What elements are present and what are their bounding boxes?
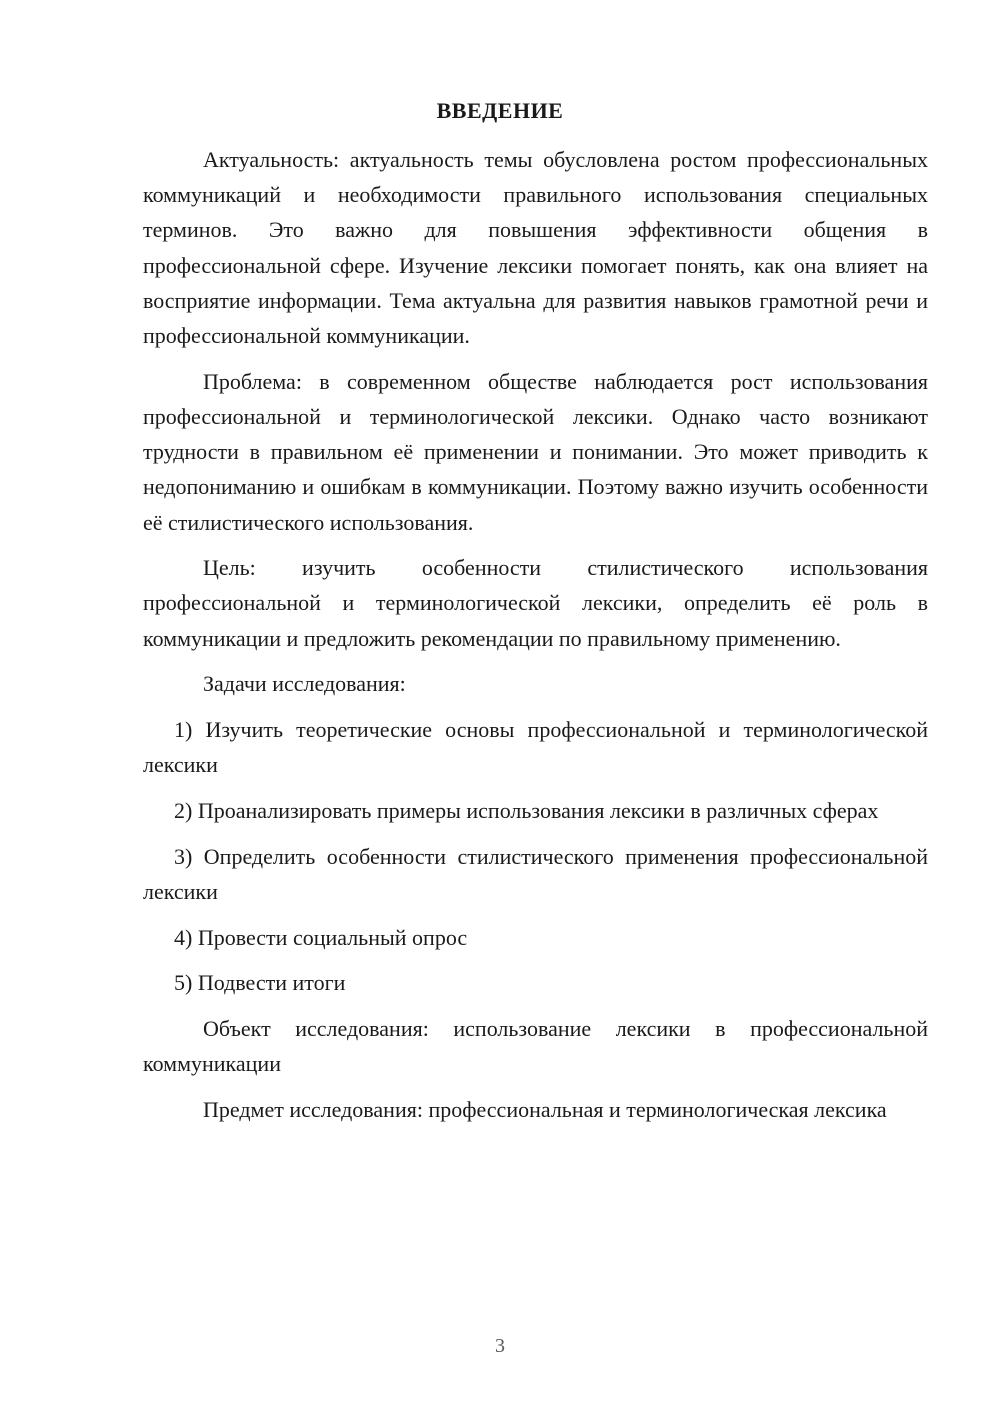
task-item-4: 4) Провести социальный опрос [174, 924, 468, 950]
paragraph-problem: Проблема: в современном обществе наблюдается рост использования профессиональной и терминологической лексики. Однако часто возникают трудности в правильном её применении и понимании. Это может приводить к недопониманию и ошибкам в коммуникации. Поэтому важно изучить особенности её стилистического использования. [143, 368, 928, 535]
task-item-3: 3) Определить особенности стилистического применения профессиональной лексики [143, 843, 928, 904]
task-item-2: 2) Проанализировать примеры использования лексики в различных сферах [174, 797, 879, 823]
page-title: ВВЕДЕНИЕ [436, 98, 564, 123]
paragraph-object: Объект исследования: использование лексики в профессиональной коммуникации [143, 1015, 928, 1077]
page-number: 3 [495, 1335, 505, 1357]
paragraph-relevance: Актуальность: актуальность темы обусловлена ростом профессиональных коммуникаций и необходимости правильного использования специальных терминов. Это важно для повышения эффективности общения в профессиональной сфере. Изучение лексики помогает понять, как она влияет на восприятие информации. Тема актуальна для развития навыков грамотной речи и профессиональной коммуникации. [143, 147, 928, 349]
document-body [143, 142, 928, 1138]
paragraph-tasks-heading: Задачи исследования: [203, 671, 406, 697]
paragraph-goal: Цель: изучить особенности стилистического использования профессиональной и терминологической лексики, определить её роль в коммуникации и предложить рекомендации по правильному применению. [143, 555, 928, 651]
task-item-1: 1) Изучить теоретические основы профессиональной и терминологической лексики [143, 717, 928, 778]
paragraph-subject: Предмет исследования: профессиональная и терминологическая лексика [203, 1096, 887, 1122]
task-item-5: 5) Подвести итоги [174, 970, 346, 996]
